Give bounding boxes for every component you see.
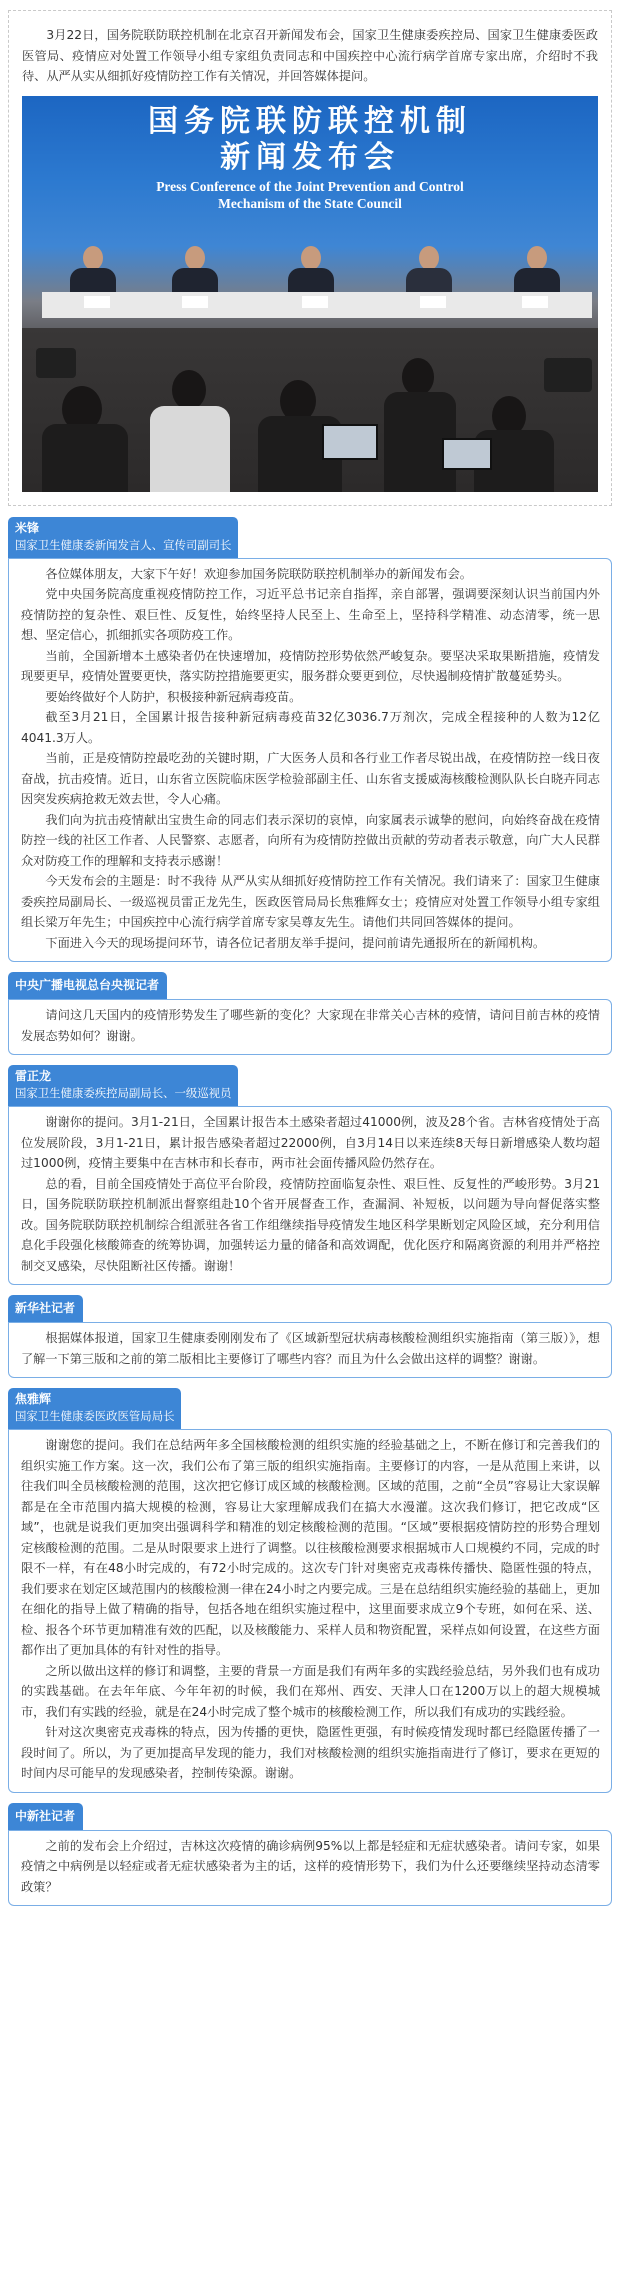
- speech-paragraph: 下面进入今天的现场提问环节，请各位记者朋友举手提问，提问前请先通报所在的新闻机构。: [45, 935, 546, 950]
- reporter-tag: [8, 1803, 83, 1830]
- speaker-tag: [8, 1065, 238, 1106]
- laptop-screen: [442, 438, 492, 470]
- speech-box: [8, 1106, 612, 1285]
- speech-paragraph: 当前，全国新增本土感染者仍在快速增加，疫情防控形势依然严峻复杂。要坚决采取果断措施，疫情发现要更早，疫情处置要更快，落实防控措施要更实，服务群众要更到位，尽快遏制疫情扩散蔓延势头。: [21, 648, 600, 683]
- audience-area: [22, 328, 598, 492]
- speech-box: [8, 1429, 612, 1793]
- intro-text: 3月22日，国务院联防联控机制在北京召开新闻发布会，国家卫生健康委疾控局、国家卫生健康委医政医管局、疫情应对处置工作领导小组专家组负责同志和中国疾控中心流行病学首席专家出席，介绍时不我待、从严从实从细抓好疫情防控工作有关情况，并回答媒体提问。: [22, 28, 598, 83]
- speech-section: [8, 1388, 612, 1793]
- speech-paragraph: 今天发布会的主题是：时不我待 从严从实从细抓好疫情防控工作有关情况。我们请来了：国家卫生健康委疾控局副局长、一级巡视员雷正龙先生，医政医管局局长焦雅辉女士；疫情应对处置工作领导小组专家组组长梁万年先生；中国疾控中心流行病学首席专家吴尊友先生。请他们共同回答媒体的提问。: [21, 874, 600, 929]
- speech-paragraph: 谢谢您的提问。我们在总结两年多全国核酸检测的组织实施的经验基础之上，不断在修订和完善我们的组织实施工作方案。这一次，我们公布了第三版的组织实施指南。主要修订的内容，一是从范围上来讲，以往我们叫全员核酸检测的范围，这次把它修订成区域的核酸检测。区域的范围，之前“全员”容易让大家误解都是在全市范围内搞大规模的检测，容易让大家理解成我们在搞大水漫灌。这次我们修订，把它改成“区域”，也就是说我们更加突出强调科学和精准的划定核酸检测的范围。“区域”要根据疫情防控的形势合理划定核酸检测的范围。二是从时限要求上进行了调整。以往核酸检测要求根据城市人口规模约不同，完成的时限不一样，有在48小时完成的，有72小时完成的。这次专门针对奥密克戎毒株传播快、隐匿性强的特点，我们要求在划定区域范围内的核酸检测一律在24小时之内要完成。三是在总结组织实施经验的基础上，更加在细化的指导上做了精确的指导，包括各地在组织实施过程中，这里面要求成立9个专班，如何在采、送、检、报各个环节更加精准有效的匹配，以及核酸能力、采样人员和物资配置，采样点如何设置，在这些方面都作出了更加具体的有针对性的指导。: [21, 1438, 600, 1657]
- laptop-screen: [322, 424, 378, 460]
- speech-paragraph: 当前，正是疫情防控最吃劲的关键时期，广大医务人员和各行业工作者尽锐出战，在疫情防控一线日夜奋战，抗击疫情。近日，山东省立医院临床医学检验部副主任、山东省支援威海核酸检测队队长白晓卉同志因突发疾病抢救无效去世，令人心痛。: [21, 751, 600, 806]
- question-paragraph: 根据媒体报道，国家卫生健康委刚刚发布了《区域新型冠状病毒核酸检测组织实施指南（第三版）》，想了解一下第三版和之前的第二版相比主要修订了哪些内容？而且为什么会做出这样的调整？谢谢。: [21, 1331, 600, 1366]
- reporter-name: 新华社记者: [15, 1301, 76, 1315]
- name-plate: [420, 296, 446, 308]
- question-paragraph: 请问这几天国内的疫情形势发生了哪些新的变化？大家现在非常关心吉林的疫情，请问目前吉林的疫情发展态势如何？谢谢。: [21, 1008, 600, 1043]
- speech-paragraph: 总的看，目前全国疫情处于高位平台阶段，疫情防控面临复杂性、艰巨性、反复性的严峻形势。3月21日，国务院联防联控机制派出督察组赴10个省开展督查工作，查漏洞、补短板，以问题为导向督促落实整改。国务院联防联控机制综合组派驻各省工作组继续指导疫情发生地区科学果断划定风险区域，充分利用信息化手段强化核酸筛查的统筹协调，加强转运力量的储备和高效调配，优化医疗和隔离资源的利用并严格控制交叉感染，尽快阻断社区传播。谢谢！: [21, 1176, 600, 1273]
- speech-paragraph: 之所以做出这样的修订和调整，主要的背景一方面是我们有两年多的实践经验总结，另外我们也有成功的实践基础。在去年年底、今年年初的时候，我们在郑州、西安、天津人口在1200万以上的超大规模城市，我们有实践的经验，就是在24小时完成了整个城市的核酸检测工作，所以我们有成功的实践经验。: [21, 1663, 600, 1719]
- question-paragraph: 之前的发布会上介绍过，吉林这次疫情的确诊病例95%以上都是轻症和无症状感染者。请问专家，如果疫情之中病例是以轻症或者无症状感染者为主的话，这样的疫情形势下，我们为什么还要继续坚持动态清零政策？: [21, 1838, 600, 1894]
- name-plate: [302, 296, 328, 308]
- reporter-name: 中新社记者: [15, 1808, 76, 1823]
- speech-paragraph: 谢谢你的提问。3月1-21日，全国累计报告本土感染者超过41000例，波及28个省。吉林省疫情处于高位发展阶段，3月1-21日，累计报告感染者超过22000例，自3月14日以来连续8天每日新增感染人数均超过1000例，疫情主要集中在吉林市和长春市，两市社会面传播风险仍然存在。: [21, 1115, 600, 1170]
- speaker-name: 米锋: [15, 520, 40, 535]
- banner-title-line1: 国务院联防联控机制: [148, 103, 472, 139]
- speech-paragraph: 各位媒体朋友，大家下午好！欢迎参加国务院联防联控机制举办的新闻发布会。: [45, 566, 472, 581]
- reporter-tag: [8, 972, 167, 999]
- speech-paragraph: 要始终做好个人防护，积极接种新冠病毒疫苗。: [45, 689, 302, 704]
- question-section: [8, 972, 612, 1055]
- speaker-tag: [8, 517, 238, 558]
- speaker-name: 雷正龙: [15, 1069, 52, 1083]
- reporter-tag: [8, 1295, 83, 1322]
- banner-subtitle-line1: Press Conference of the Joint Prevention and Control: [156, 178, 464, 194]
- speaker-role: 国家卫生健康委疾控局副局长、一级巡视员: [15, 1086, 232, 1100]
- question-section: [8, 1803, 612, 1907]
- speech-section: [8, 517, 612, 963]
- question-box: [8, 1830, 612, 1907]
- question-section: [8, 1295, 612, 1378]
- reporter-name: 中央广播电视总台央视记者: [15, 978, 160, 992]
- speaker-role: 国家卫生健康委医政医管局局长: [15, 1409, 175, 1423]
- banner-title-line2: 新闻发布会: [220, 139, 400, 175]
- speaker-role: 国家卫生健康委新闻发言人、宣传司副司长: [15, 537, 232, 552]
- name-plate: [182, 296, 208, 308]
- question-box: [8, 1322, 612, 1378]
- speech-paragraph: 针对这次奥密克戎毒株的特点，因为传播的更快，隐匿性更强，有时候疫情发现时都已经隐匿传播了一段时间了。所以，为了更加提高早发现的能力，我们对核酸检测的组织实施指南进行了修订，要求在更短的时间内尽可能早的发现感染者，控制传染源。谢谢。: [21, 1725, 600, 1780]
- name-plate: [84, 296, 110, 308]
- banner-subtitle: [22, 178, 598, 212]
- press-conference-photo: [22, 96, 598, 492]
- speech-paragraph: 我们向为抗击疫情献出宝贵生命的同志们表示深切的哀悼，向家属表示诚挚的慰问，向始终奋战在疫情防控一线的社区工作者、人民警察、志愿者，向所有为疫情防控做出贡献的劳动者表示敬意，向广大人民群众对防疫工作的理解和支持表示感谢！: [21, 812, 600, 868]
- intro-block: [8, 10, 612, 506]
- banner-subtitle-line2: Mechanism of the State Council: [218, 195, 402, 211]
- speech-box: [8, 558, 612, 963]
- speech-paragraph: 截至3月21日，全国累计报告接种新冠病毒疫苗32亿3036.7万剂次，完成全程接种的人数为12亿4041.3万人。: [21, 710, 600, 745]
- camera-icon: [36, 348, 76, 378]
- question-box: [8, 999, 612, 1055]
- banner-title: [22, 104, 598, 176]
- speaker-tag: [8, 1388, 181, 1429]
- speech-paragraph: 党中央国务院高度重视疫情防控工作，习近平总书记亲自指挥，亲自部署，强调要深刻认识当前国内外疫情防控的复杂性、艰巨性、反复性，始终坚持人民至上、生命至上，坚持科学精准、动态清零，统一思想、坚定信心，抓细抓实各项防疫工作。: [21, 587, 600, 642]
- speaker-name: 焦雅辉: [15, 1392, 52, 1406]
- camera-icon: [544, 358, 592, 392]
- name-plate: [522, 296, 548, 308]
- speech-section: [8, 1065, 612, 1285]
